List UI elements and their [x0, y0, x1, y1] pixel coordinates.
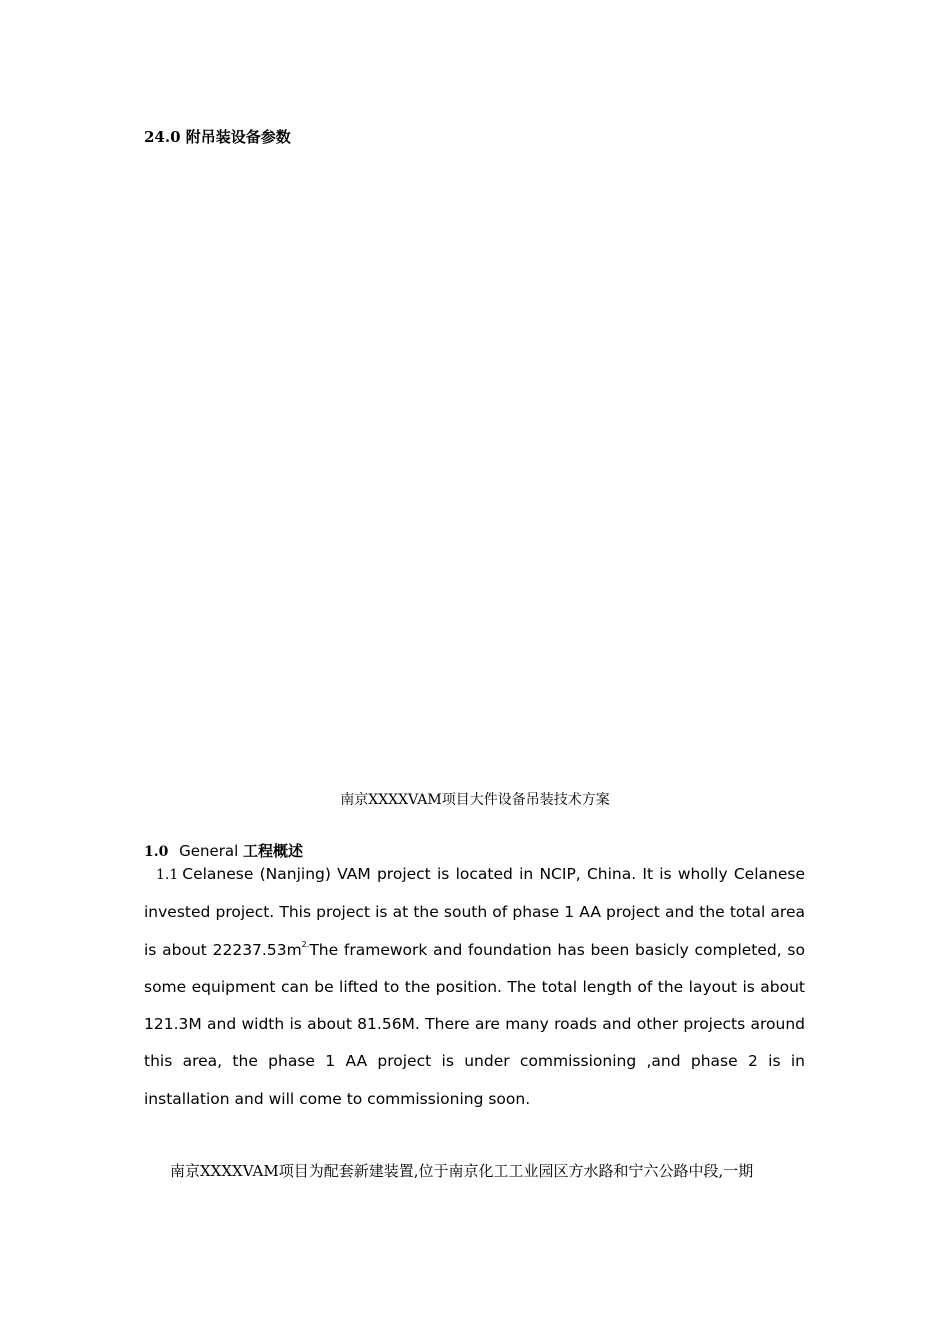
section-title-en: General [179, 842, 239, 860]
paragraph-en-part2: The framework and foundation has been basicly completed, so some equipment can be lifted to the position. The total length of the layout is about 121.3M and width is about 81.56M. There are many roads and other projects around this area, the phase 1 AA project is under commissioning ,and phase 2 is in installation and will come to commissioning soon. [144, 940, 805, 1108]
appendix-heading: 24.0 附吊装设备参数 [144, 128, 291, 146]
section-title-zh: 工程概述 [243, 842, 304, 860]
project-overview-paragraph-en [144, 856, 805, 1118]
document-title: 南京XXXXVAM项目大件设备吊装技术方案 [340, 792, 610, 808]
project-overview-paragraph-zh: 南京XXXXVAM项目为配套新建装置,位于南京化工工业园区方水路和宁六公路中段,一期 [170, 1162, 754, 1180]
section-number: 1.0 [144, 844, 169, 860]
paragraph-en-part1: Celanese (Nanjing) VAM project is located in NCIP, China. It is wholly Celanese invested project. This project is at the south of phase 1 AA project and the total area is about 22237.53m [144, 865, 805, 959]
subsection-number: 1.1 [156, 867, 179, 883]
area-unit-superscript: 2. [301, 939, 310, 949]
